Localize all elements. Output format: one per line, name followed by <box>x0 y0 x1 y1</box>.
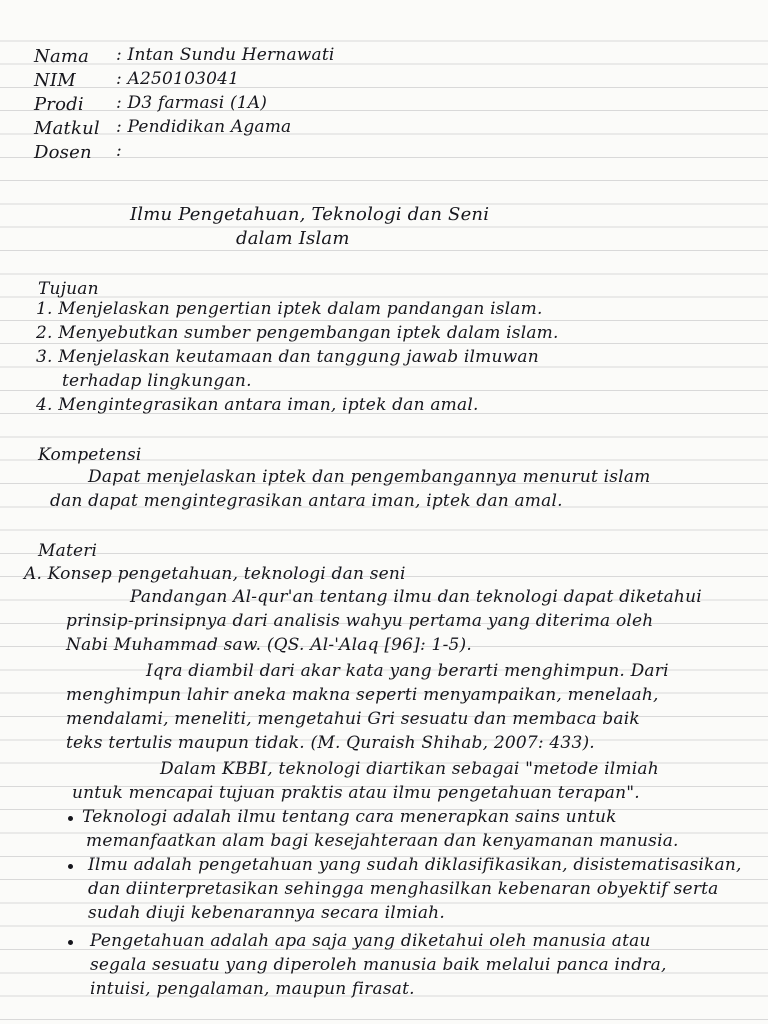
tujuan-item: 2. Menyebutkan sumber pengembangan iptek dalam islam. <box>36 323 559 343</box>
dosen-label: Dosen <box>34 142 92 163</box>
matkul-label: Matkul <box>34 118 100 139</box>
materi-paragraph-line: teks tertulis maupun tidak. (M. Quraish Shihab, 2007: 433). <box>66 733 595 753</box>
dosen-value: : <box>116 141 122 161</box>
tujuan-item: 1. Menjelaskan pengertian iptek dalam pandangan islam. <box>36 299 543 319</box>
materi-paragraph-line: prinsip-prinsipnya dari analisis wahyu pertama yang diterima oleh <box>66 611 654 631</box>
materi-paragraph-line: untuk mencapai tujuan praktis atau ilmu pengetahuan terapan". <box>72 783 640 803</box>
bullet-line: Teknologi adalah ilmu tentang cara menerapkan sains untuk <box>82 807 617 827</box>
nama-label: Nama <box>34 46 90 67</box>
bullet-line: sudah diuji kebenarannya secara ilmiah. <box>88 903 445 923</box>
bullet-line: dan diinterpretasikan sehingga menghasilkan kebenaran obyektif serta <box>88 879 719 899</box>
tujuan-item: 3. Menjelaskan keutamaan dan tanggung jawab ilmuwan <box>36 347 539 367</box>
prodi-label: Prodi <box>34 94 84 115</box>
matkul-value: : Pendidikan Agama <box>116 117 292 137</box>
materi-subheading: A. Konsep pengetahuan, teknologi dan seni <box>24 564 406 584</box>
kompetensi-line: Dapat menjelaskan iptek dan pengembangannya menurut islam <box>88 467 651 487</box>
bullet-dot <box>68 940 73 945</box>
tujuan-heading: Tujuan <box>38 279 99 299</box>
bullet-line: Pengetahuan adalah apa saja yang diketahui oleh manusia atau <box>90 931 651 951</box>
nim-label: NIM <box>34 70 76 91</box>
materi-paragraph-line: Dalam KBBI, teknologi diartikan sebagai "metode ilmiah <box>160 759 659 779</box>
kompetensi-line: dan dapat mengintegrasikan antara iman, iptek dan amal. <box>50 491 563 511</box>
materi-paragraph-line: Pandangan Al-qur'an tentang ilmu dan teknologi dapat diketahui <box>130 587 702 607</box>
bullet-dot <box>68 864 73 869</box>
kompetensi-heading: Kompetensi <box>38 445 142 465</box>
page-title-line-1: Ilmu Pengetahuan, Teknologi dan Seni <box>130 204 490 225</box>
bullet-line: memanfaatkan alam bagi kesejahteraan dan kenyamanan manusia. <box>86 831 679 851</box>
nim-value: : A250103041 <box>116 69 240 89</box>
prodi-value: : D3 farmasi (1A) <box>116 93 268 113</box>
tujuan-item: 4. Mengintegrasikan antara iman, iptek dan amal. <box>36 395 479 415</box>
materi-paragraph-line: Nabi Muhammad saw. (QS. Al-'Alaq [96]: 1-5). <box>66 635 472 655</box>
materi-paragraph-line: mendalami, meneliti, mengetahui Gri sesuatu dan membaca baik <box>66 709 640 729</box>
page-title-line-2: dalam Islam <box>236 228 350 249</box>
tujuan-item: terhadap lingkungan. <box>62 371 252 391</box>
bullet-line: Ilmu adalah pengetahuan yang sudah diklasifikasikan, disistematisasikan, <box>88 855 742 875</box>
bullet-dot <box>68 816 73 821</box>
materi-heading: Materi <box>38 541 98 561</box>
materi-paragraph-line: menghimpun lahir aneka makna seperti menyampaikan, menelaah, <box>66 685 659 705</box>
nama-value: : Intan Sundu Hernawati <box>116 45 335 65</box>
bullet-line: intuisi, pengalaman, maupun firasat. <box>90 979 415 999</box>
bullet-line: segala sesuatu yang diperoleh manusia baik melalui panca indra, <box>90 955 667 975</box>
materi-paragraph-line: Iqra diambil dari akar kata yang berarti menghimpun. Dari <box>146 661 669 681</box>
